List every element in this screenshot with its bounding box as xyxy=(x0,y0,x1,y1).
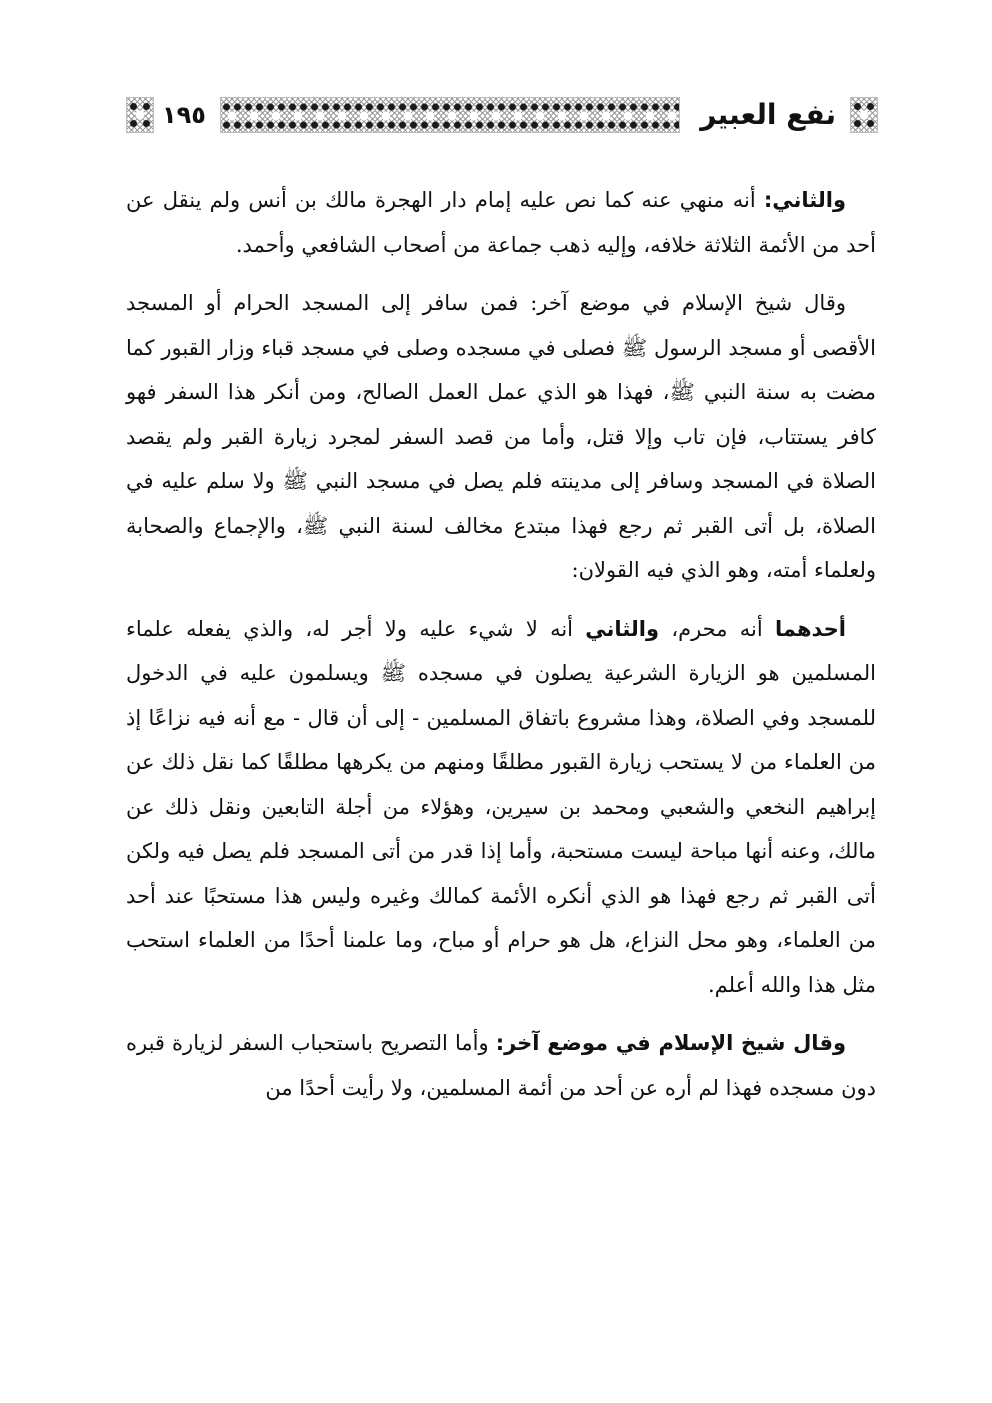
page-number: ١٩٥ xyxy=(162,101,206,129)
paragraph-2 xyxy=(126,281,876,593)
running-header xyxy=(126,94,878,136)
paragraph-3 xyxy=(126,607,876,1008)
paragraph-text: أنه محرم، xyxy=(659,616,775,641)
paragraph-text: أنه لا شيء عليه ولا أجر له، والذي يفعله علماء المسلمين هو الزيارة الشرعية يصلون في مسجده ﷺ ويسلمون عليه في الدخول للمسجد وفي الصلاة، وهذا مشروع باتفاق المسلمين - إلى أن قال - مع أنه فيه نزاعًا إذ من العلماء من لا يستحب زيارة القبور مطلقًا ومنهم من يكرهها مطلقًا كما نقل ذلك عن إبراهيم النخعي والشعبي ومحمد بن سيرين، وهؤلاء من أجلة التابعين ونقل ذلك عن مالك، وعنه أنها مباحة ليست مستحبة، وأما إذا قدر من أتى المسجد فلم يصل فيه ولكن أتى القبر ثم رجع فهذا هو الذي أنكره الأئمة كمالك وغيره وليس هذا مستحبًا عند أحد من العلماء، وهو محل النزاع، هل هو حرام أو مباح، وما علمنا أحدًا من العلماء استحب مثل هذا والله أعلم. xyxy=(126,616,876,997)
bold-lead: والثاني: xyxy=(763,188,846,212)
bold-inline: والثاني xyxy=(585,616,660,641)
ornament-tile-right xyxy=(850,97,878,133)
book-title: نفع العبير xyxy=(700,98,836,131)
bold-lead: وقال شيخ الإسلام في موضع آخر: xyxy=(495,1031,846,1055)
paragraph-text: وقال شيخ الإسلام في موضع آخر: فمن سافر إلى المسجد الحرام أو المسجد الأقصى أو مسجد الرسول ﷺ فصلى في مسجده وصلى في مسجد قباء وزار القبور كما مضت به سنة النبي ﷺ، فهذا هو الذي عمل العمل الصالح، ومن أنكر هذا السفر فهو كافر يستتاب، فإن تاب وإلا قتل، وأما من قصد السفر لمجرد زيارة القبر ولم يقصد الصلاة في المسجد وسافر إلى مدينته فلم يصل في مسجد النبي ﷺ ولا سلم عليه في الصلاة، بل أتى القبر ثم رجع فهذا مبتدع مخالف لسنة النبي ﷺ، والإجماع والصحابة ولعلماء أمته، وهو الذي فيه القولان: xyxy=(126,291,876,582)
ornament-tile-left xyxy=(126,97,154,133)
paragraph-text: وأما التصريح باستحباب السفر لزيارة قبره دون مسجده فهذا لم أره عن أحد من أئمة المسلمين، ولا رأيت أحدًا من xyxy=(126,1031,876,1100)
ornament-band xyxy=(220,97,680,133)
page-body xyxy=(126,178,876,1124)
paragraph-1 xyxy=(126,178,876,267)
paragraph-text: أنه منهي عنه كما نص عليه إمام دار الهجرة مالك بن أنس ولم ينقل عن أحد من الأئمة الثلاثة خلافه، وإليه ذهب جماعة من أصحاب الشافعي وأحمد. xyxy=(126,188,876,257)
paragraph-4 xyxy=(126,1021,876,1110)
bold-lead: أحدهما xyxy=(775,616,846,641)
